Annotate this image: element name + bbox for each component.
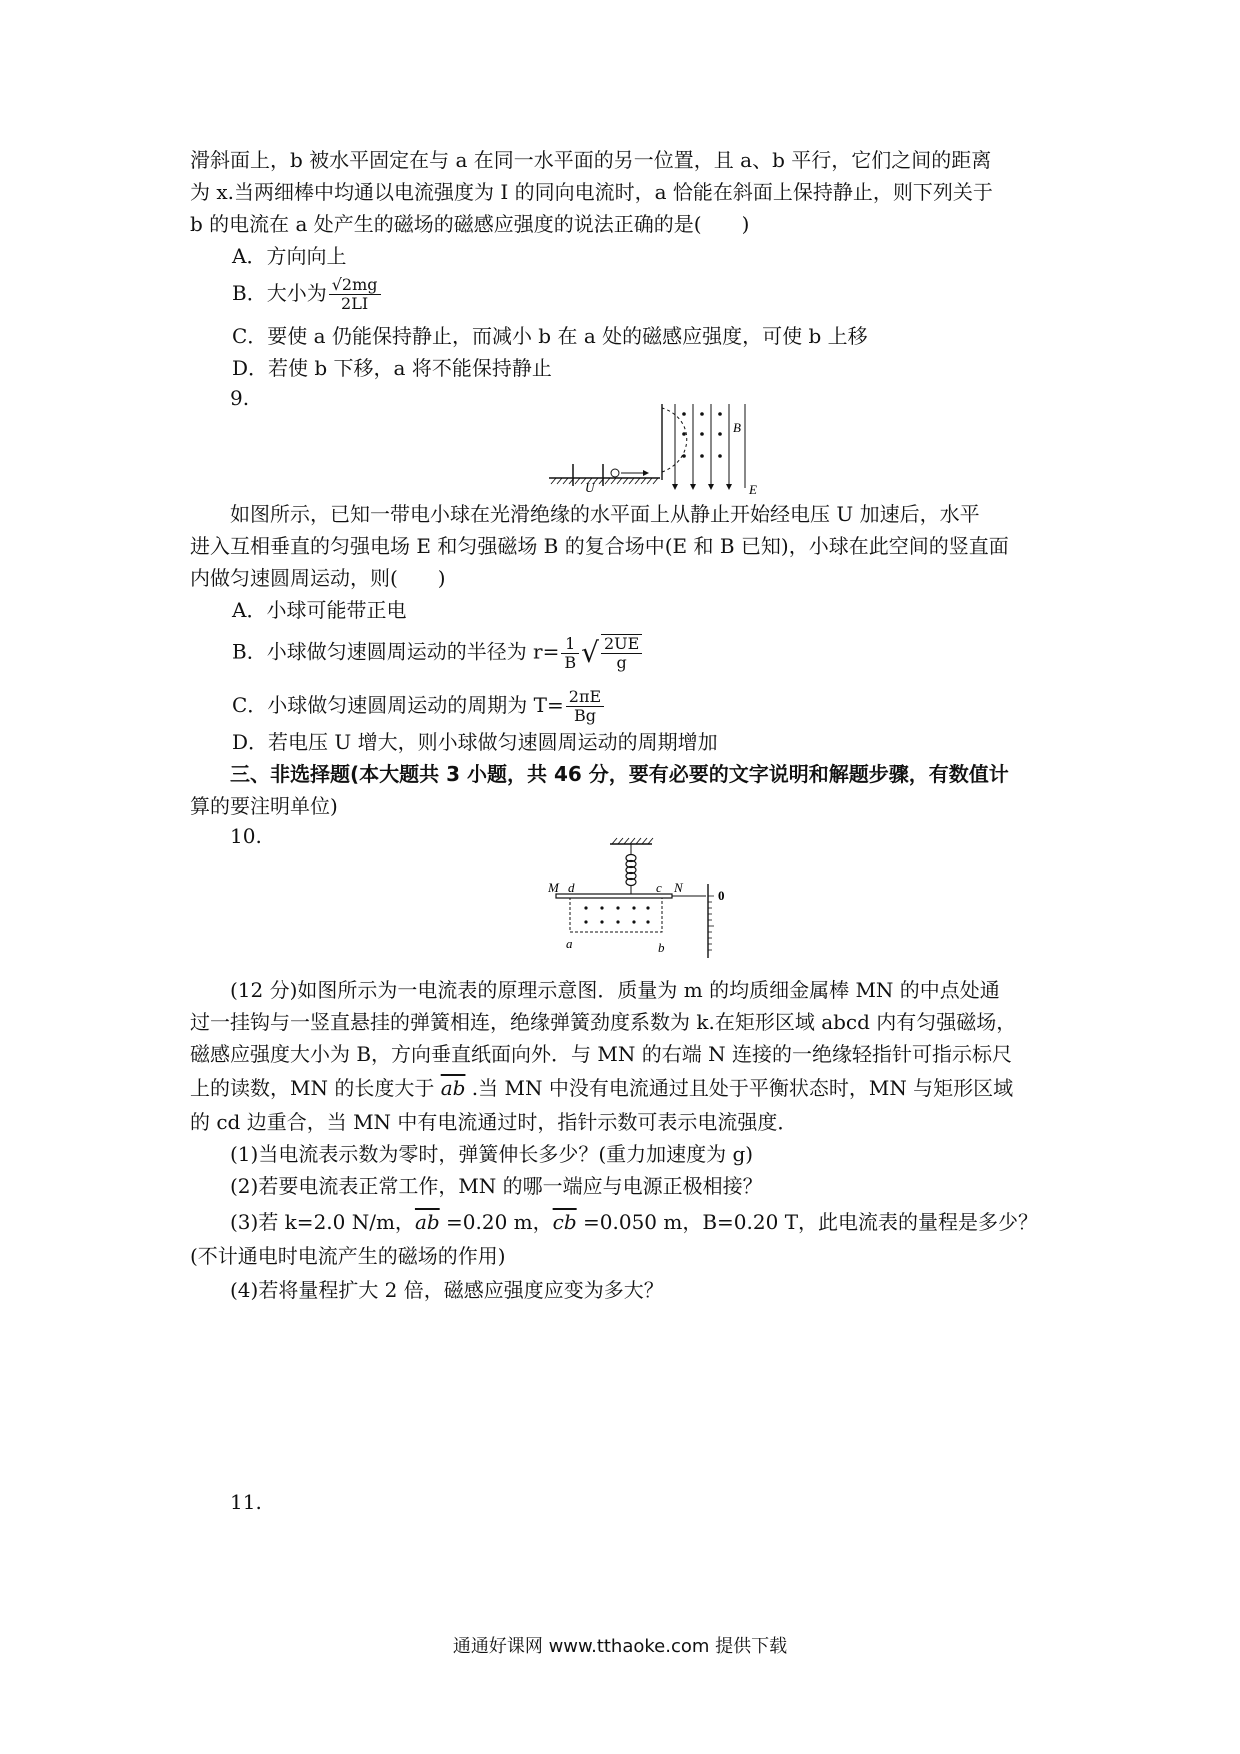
spring-coils [626,855,636,886]
label-u: U [585,480,595,495]
b-field-dots [682,412,722,458]
q8-option-b-fraction [329,276,381,313]
q9-option-c [232,688,1102,725]
segment-ab: $\overline{ab}$ [414,1210,440,1234]
q8-text-line2: 为 x.当两细棒中均通以电流强度为 I 的同向电流时，a 恰能在斜面上保持静止，则下列关于 [190,180,993,204]
label-e: E [749,482,757,496]
label-n: N [674,880,683,895]
scale-ticks [708,896,714,950]
q10-subquestion-4: (4)若将量程扩大 2 倍，磁感应强度应变为多大？ [230,1278,664,1302]
q8-option-d: D．若使 b 下移，a 将不能保持静止 [232,356,552,380]
q10-figure [548,836,758,968]
q9-option-b-fraction1 [561,635,579,672]
label-c: c [656,880,662,895]
fraction-numerator: 2UE [601,635,642,654]
fraction-denominator: 2LI [341,294,369,313]
q9-figure [545,400,775,496]
q10-subquestion-3 [230,1208,1100,1236]
q10-subquestion-2: (2)若要电流表正常工作，MN 的哪一端应与电源正极相接？ [230,1174,763,1198]
fraction-numerator: √2mg [329,276,381,295]
q9-option-b [232,634,1102,672]
fraction-numerator: 2πE [566,688,604,707]
q10-p4-part1: 上的读数，MN 的长度大于 [190,1076,441,1100]
sqrt-symbol: √ [581,636,599,669]
fraction-denominator: Bg [573,706,596,725]
q10-text-p2: 过一挂钩与一竖直悬挂的弹簧相连，绝缘弹簧劲度系数为 k.在矩形区域 abcd 内有匀强磁场， [190,1010,1017,1034]
circular-path [662,408,687,472]
q9-text-line2: 进入互相垂直的匀强电场 E 和匀强磁场 B 的复合场中(E 和 B 已知)，小球在此空间的竖直面 [190,534,1009,558]
q9-text-line1: 如图所示，已知一带电小球在光滑绝缘的水平面上从静止开始经电压 U 加速后，水平 [230,502,980,526]
label-zero: 0 [718,888,725,903]
q10-subquestion-1: (1)当电流表示数为零时，弹簧伸长多少？(重力加速度为 g) [230,1142,754,1166]
q9-option-b-fraction2 [601,634,642,672]
segment-cb: $\overline{cb}$ [552,1210,577,1234]
label-b: b [658,940,665,955]
q10-text-p1: (12 分)如图所示为一电流表的原理示意图．质量为 m 的均质细金属棒 MN 的中点处通 [230,978,1000,1002]
label-a: a [566,936,573,951]
velocity-arrow-head [643,470,649,476]
q10-text-p3: 磁感应强度大小为 B，方向垂直纸面向外．与 MN 的右端 N 连接的一绝缘轻指针可指示标尺 [190,1042,1012,1066]
b-field-dots [584,906,649,923]
q9-number: 9. [230,386,250,410]
q9-option-c-label: C．小球做匀速圆周运动的周期为 T= [232,693,564,717]
q8-text-line1: 滑斜面上，b 被水平固定在与 a 在同一水平面的另一位置，且 a、b 平行，它们之间的距离 [190,148,992,172]
q10-text-p4 [190,1074,1060,1102]
q10-s3-part3: =0.050 m，B=0.20 T，此电流表的量程是多少？ [576,1210,1039,1234]
q10-subquestion-3-line2: (不计通电时电流产生的磁场的作用) [190,1244,506,1268]
fraction-denominator: g [616,653,627,672]
q10-s3-part1: (3)若 k=2.0 N/m， [230,1210,415,1234]
page-footer: 通通好课网 www.tthaoke.com 提供下载 [452,1636,788,1657]
magnetic-region [570,898,662,932]
segment-ab: $\overline{ab}$ [440,1076,466,1100]
q8-option-c: C．要使 a 仍能保持静止，而减小 b 在 a 处的磁感应强度，可使 b 上移 [232,324,868,348]
e-field-lines [675,404,745,488]
ceiling-hatch [612,838,653,844]
q10-text-p5: 的 cd 边重合，当 MN 中有电流通过时，指针示数可表示电流强度． [190,1110,798,1134]
q9-text-line3: 内做匀速圆周运动，则( ) [190,566,446,590]
q8-option-b [232,276,1102,313]
q8-option-a: A．方向向上 [232,244,347,268]
q10-s3-part2: =0.20 m， [439,1210,553,1234]
fraction-numerator: 1 [561,635,579,654]
charged-ball [611,469,619,477]
q8-option-b-label: B．大小为 [232,281,327,305]
section-3-heading-line2: 算的要注明单位) [190,794,338,818]
section-3-heading: 三、非选择题(本大题共 3 小题，共 46 分，要有必要的文字说明和解题步骤，有数值计 [230,762,1009,786]
q9-option-c-fraction [566,688,604,725]
q9-option-d: D．若电压 U 增大，则小球做匀速圆周运动的周期增加 [232,730,718,754]
q10-number: 10. [230,824,262,848]
q9-option-b-label: B．小球做匀速圆周运动的半径为 r= [232,639,560,664]
q9-option-a: A．小球可能带正电 [232,598,407,622]
label-b: B [733,420,741,435]
fraction-denominator: B [564,652,577,672]
label-m: M [548,880,559,895]
q10-p4-part2: .当 MN 中没有电流通过且处于平衡状态时，MN 与矩形区域 [465,1076,1014,1100]
ground-hatch [551,478,658,484]
q11-number: 11. [230,1490,262,1514]
q8-text-line3: b 的电流在 a 处产生的磁场的磁感应强度的说法正确的是( ) [190,212,750,236]
e-field-arrowheads [672,484,732,490]
label-d: d [568,880,575,895]
